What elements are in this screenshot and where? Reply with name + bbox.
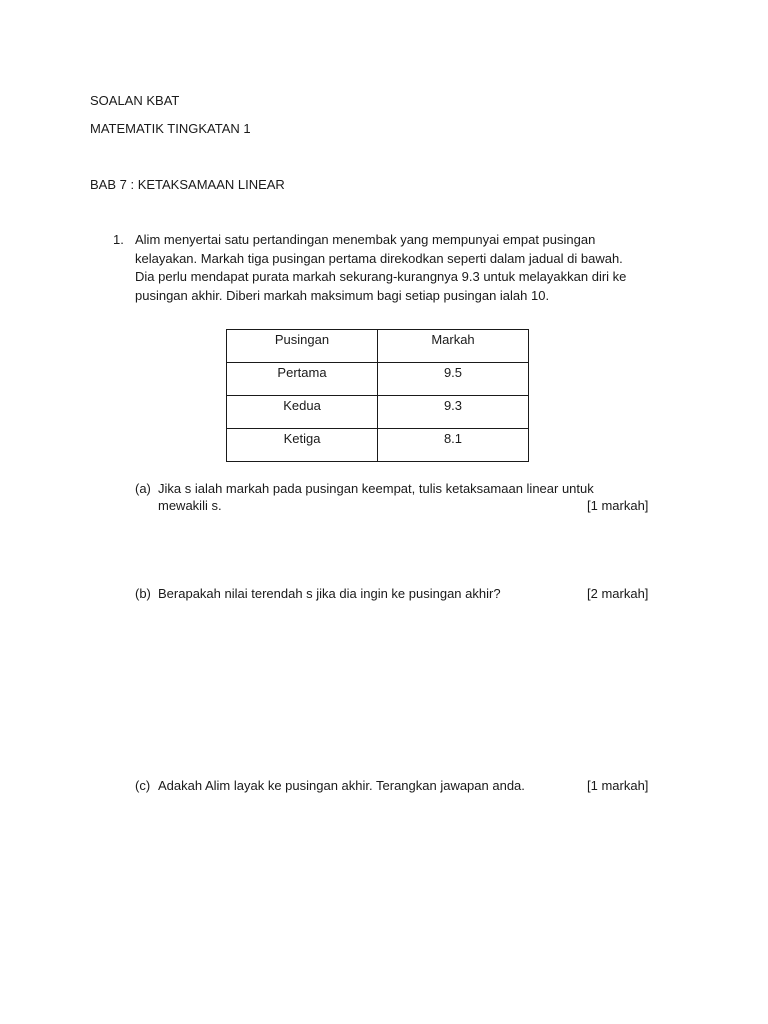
column-header-round: Pusingan (227, 330, 378, 363)
table-row (227, 363, 529, 396)
part-a-marks: [1 markah] (587, 498, 649, 513)
part-a-text: Jika s ialah markah pada pusingan keempat, tulis ketaksamaan linear untuk (158, 481, 594, 496)
question-number: 1. (113, 232, 124, 247)
question-line: kelayakan. Markah tiga pusingan pertama direkodkan seperti dalam jadual di bawah. (135, 250, 623, 266)
subject-heading: MATEMATIK TINGKATAN 1 (90, 121, 251, 136)
column-header-marks: Markah (378, 330, 529, 363)
part-a-text-continued: mewakili s. (158, 498, 222, 513)
marks-cell: 9.5 (378, 363, 529, 396)
marks-cell: 9.3 (378, 396, 529, 429)
part-b-text: Berapakah nilai terendah s jika dia ingin ke pusingan akhir? (158, 586, 501, 601)
part-c-label: (c) (135, 778, 151, 793)
question-line: Alim menyertai satu pertandingan menembak yang mempunyai empat pusingan (135, 232, 596, 247)
part-b-label: (b) (135, 586, 151, 601)
round-cell: Pertama (227, 363, 378, 396)
part-c-text: Adakah Alim layak ke pusingan akhir. Terangkan jawapan anda. (158, 778, 525, 793)
question-line: pusingan akhir. Diberi markah maksimum bagi setiap pusingan ialah 10. (135, 287, 550, 303)
table-header-row (227, 330, 529, 363)
question-text (135, 231, 665, 305)
table-row (227, 429, 529, 462)
worksheet-title: SOALAN KBAT (90, 93, 180, 108)
round-cell: Ketiga (227, 429, 378, 462)
round-cell: Kedua (227, 396, 378, 429)
part-a-label: (a) (135, 481, 151, 496)
table-row (227, 396, 529, 429)
question-line: Dia perlu mendapat purata markah sekurang-kurangnya 9.3 untuk melayakkan diri ke (135, 269, 627, 284)
part-c-marks: [1 markah] (587, 778, 649, 793)
scores-table (226, 329, 529, 462)
part-b-marks: [2 markah] (587, 586, 649, 601)
chapter-heading: BAB 7 : KETAKSAMAAN LINEAR (90, 177, 285, 192)
marks-cell: 8.1 (378, 429, 529, 462)
